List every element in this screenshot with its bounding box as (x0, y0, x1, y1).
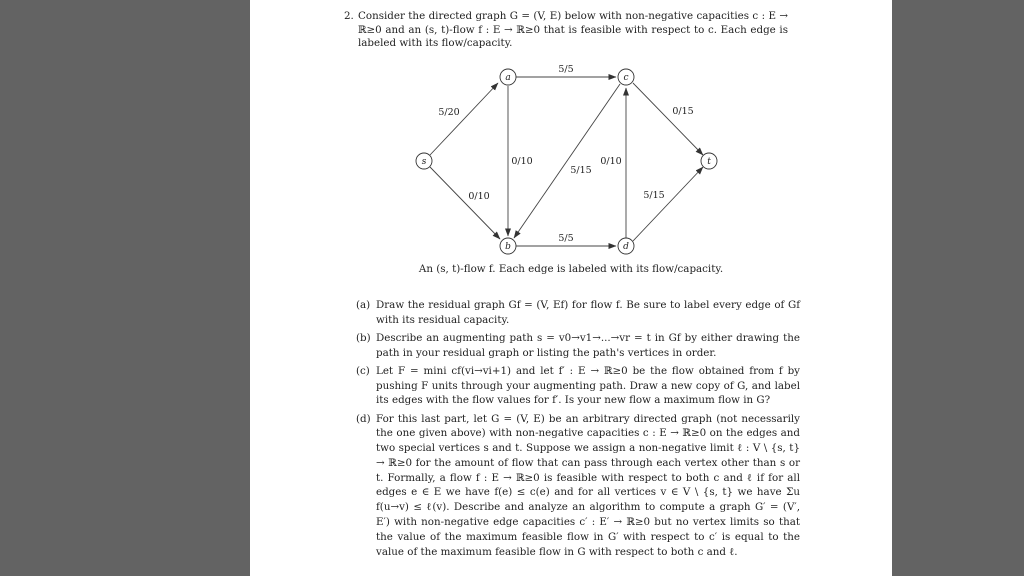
node-s-label: s (421, 157, 427, 167)
node-c-label: c (623, 73, 629, 83)
part-c-text: Let F = mini cf(vi→vi+1) and let f′ : E → ℝ≥0 be the flow obtained from f by pushing F units through your augmenting path. Draw a new copy of G, and label its edges with the flow values for f′. Is your new flow a maximum flow in G? (376, 365, 800, 406)
part-a-label: (a) (356, 299, 371, 311)
edge-s-a-label: 5/20 (438, 107, 460, 118)
part-b (356, 331, 800, 360)
edge-b-d-label: 5/5 (558, 233, 574, 244)
part-b-label: (b) (356, 332, 371, 344)
part-c (356, 364, 800, 408)
part-d-label: (d) (356, 412, 371, 425)
part-a-text: Draw the residual graph Gf = (V, Ef) for flow f. Be sure to label every edge of Gf with its residual capacity. (376, 299, 800, 326)
node-t-label: t (707, 157, 711, 167)
edge-c-t-label: 0/15 (672, 106, 694, 117)
flow-graph (250, 0, 892, 300)
problem-parts (356, 298, 800, 563)
edge-c-b-label: 5/15 (570, 165, 592, 176)
edge-d-c-label: 0/10 (600, 156, 622, 167)
edge-a-c-label: 5/5 (558, 64, 574, 75)
edge-d-t (633, 167, 703, 241)
part-a (356, 298, 800, 327)
edge-a-b-label: 0/10 (511, 156, 533, 167)
edge-d-t-label: 5/15 (643, 190, 665, 201)
edge-s-b (430, 167, 500, 239)
part-d-text: For this last part, let G = (V, E) be an arbitrary directed graph (not necessarily the one given above) with non-negative capacities c : E → ℝ≥0 on the edges and two special vertices s and t. Suppose we assign a non-negative limit ℓ : V \ {s, t} → ℝ≥0 for the amount of flow that can pass through each vertex other than s or t. Formally, a flow f : E → ℝ≥0 is feasible with respect to both c and ℓ if for all edges e ∈ E we have f(e) ≤ c(e) and for all vertices v ∈ V \ {s, t} we have Σu f(u→v) ≤ ℓ(v). Describe and analyze an algorithm to compute a graph G′ = (V′, E′) with non-negative edge capacities c′ : E′ → ℝ≥0 but no vertex limits so that the value of the maximum feasible flow in G′ with respect to c′ is equal to the value of the maximum feasible flow in G with respect to both c and ℓ. (376, 412, 800, 558)
node-d-label: d (623, 242, 629, 252)
part-d (356, 412, 800, 560)
node-b-label: b (505, 242, 511, 252)
node-a-label: a (505, 73, 511, 83)
edge-c-t (633, 83, 703, 155)
problem-text: Consider the directed graph G = (V, E) below with non-negative capacities c : E → ℝ≥0 and an (s, t)-flow f : E → ℝ≥0 that is feasible with respect to c. Each edge is labeled with its flow/capacity. (358, 10, 788, 50)
edge-s-a (430, 83, 498, 155)
document-page (250, 0, 892, 576)
figure-caption: An (s, t)-flow f. Each edge is labeled with its flow/capacity. (418, 263, 724, 275)
problem-number: 2. (344, 10, 354, 22)
part-c-label: (c) (356, 365, 370, 377)
part-b-text: Describe an augmenting path s = v0→v1→...→vr = t in Gf by either drawing the path in your residual graph or listing the path's vertices in order. (376, 332, 800, 359)
edge-s-b-label: 0/10 (468, 191, 490, 202)
